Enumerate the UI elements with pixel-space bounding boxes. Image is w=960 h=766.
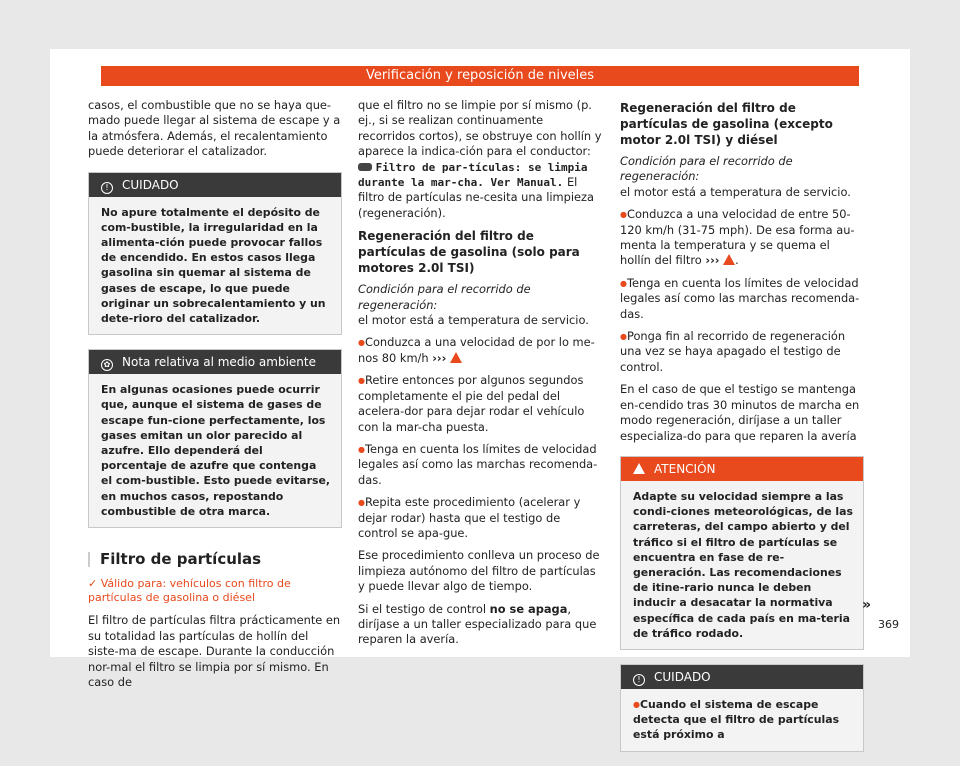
section-title: Filtro de partículas [88,552,342,567]
warning-box [620,456,864,650]
paragraph: Si el testigo de control no se apaga, diríjase a un taller especializado para que reparen la avería. [358,601,597,647]
condition: Condición para el recorrido de regeneración: el motor está a temperatura de servicio. [620,154,851,199]
paragraph: casos, el combustible que no se haya que-mado puede llegar al sistema de escape y a la atmósfera. Además, el recalentamiento puede deteriorar el catalizador. [88,98,341,159]
environment-note-title: Nota relativa al medio ambiente [122,355,316,370]
list-item: ● Repita este procedimiento (acelerar y dejar rodar) hasta que el testigo de control se apa-gue. [358,495,602,541]
page-number: 369 [878,618,899,631]
caution-box [88,172,342,336]
warning-title: ATENCIÓN [654,461,716,476]
list-item: ● Tenga en cuenta los límites de velocidad legales así como las marchas recomenda-das. [620,276,864,322]
info-icon: ! [633,674,645,686]
caution-body: No apure totalmente el depósito de com-bustible, la irregularidad en la alimenta-ción puede provocar fallos de encendido. En estos casos llega gasolina sin quemar al sistema de gases de escape, lo que puede originar un sobrecalentamiento y un dete-rioro del catalizador. [101,205,326,326]
list-item: ● Conduzca a una velocidad de entre 50-120 km/h (31-75 mph). De esa forma au-menta la temperatura y se quema el hollín del filtro ››› . [620,207,864,269]
leaf-icon: ✿ [101,359,113,371]
environment-note-body: En algunas ocasiones puede ocurrir que, aunque el sistema de gases de escape fun-cione perfectamente, los gases emitan un olor parecido al azufre. Ello dependerá del porcentaje de azufre que contenga el com-bustible. Esto puede evitarse, en muchos casos, repostando combustible de otra marca. [101,383,330,518]
environment-note-box [88,349,342,528]
info-icon: ! [101,182,113,194]
page-header: Verificación y reposición de niveles [101,66,859,86]
condition: Condición para el recorrido de regeneración: el motor está a temperatura de servicio. [358,282,589,328]
column-1 [88,98,342,698]
warning-icon [633,463,645,474]
check-icon: ✓ [88,577,101,591]
paragraph: que el filtro no se limpie por sí mismo (p. ej., si se realizan continuamente recorridos cortos), se obstruye con hollín y aparece la indica-ción para el conductor: Filtro de par-tículas: se limpia durante la mar-cha. Ver Manual. El filtro de partículas ne-cesita una limpieza (regeneración). [358,98,602,220]
list-item: ● Conduzca a una velocidad de por lo me-nos 80 km/h ››› [358,335,602,366]
warning-icon [450,352,462,363]
paragraph: Ese procedimiento conlleva un proceso de limpieza autónomo del filtro de partículas y puede llevar algo de tiempo. [358,548,600,594]
list-item: ● Tenga en cuenta los límites de velocidad legales así como las marchas recomenda-das. [358,442,602,488]
warning-icon [723,254,735,265]
subsection-title: Regeneración del filtro de partículas de gasolina (excepto motor 2.0l TSI) y diésel [620,101,833,147]
list-item: ● Ponga fin al recorrido de regeneración una vez se haya apagado el testigo de control. [620,329,864,375]
column-2 [358,98,602,655]
paragraph: En el caso de que el testigo se mantenga en-cendido tras 30 minutos de marcha en modo regeneración, diríjase a un taller especializa-do para que reparen la avería [620,382,860,443]
warning-body: Adapte su velocidad siempre a las condi-ciones meteorológicas, de las carreteras, del campo abierto y del tráfico si el filtro de partículas se encuentra en fase de re-generación. Las recomendaciones de itine-rario nunca le deben inducir a desacatar la normativa específica de cada país en ma-teria de tráfico rodado. [633,489,853,640]
subsection-title: Regeneración del filtro de partículas de gasolina (solo para motores 2.0l TSI) [358,229,580,276]
validity-note: ✓ Válido para: vehículos con filtro de partículas de gasolina o diésel [88,577,291,605]
caution-title: CUIDADO [122,177,179,192]
filter-warning-lamp-icon [358,163,372,171]
continue-mark: » [862,597,872,613]
list-item: ● Retire entonces por algunos segundos completamente el pie del pedal del acelera-dor para dejar rodar el vehículo con la mar-cha puesta. [358,373,602,435]
paragraph: El filtro de partículas filtra prácticamente en su totalidad las partículas de hollín del siste-ma de escape. Durante la conducción nor-mal el filtro se limpia por sí mismo. En caso de [88,613,341,690]
caution-title: CUIDADO [654,669,711,684]
caution-body: ● Cuando el sistema de escape detecta que el filtro de partículas está próximo a [621,689,863,751]
column-3 [620,98,864,766]
